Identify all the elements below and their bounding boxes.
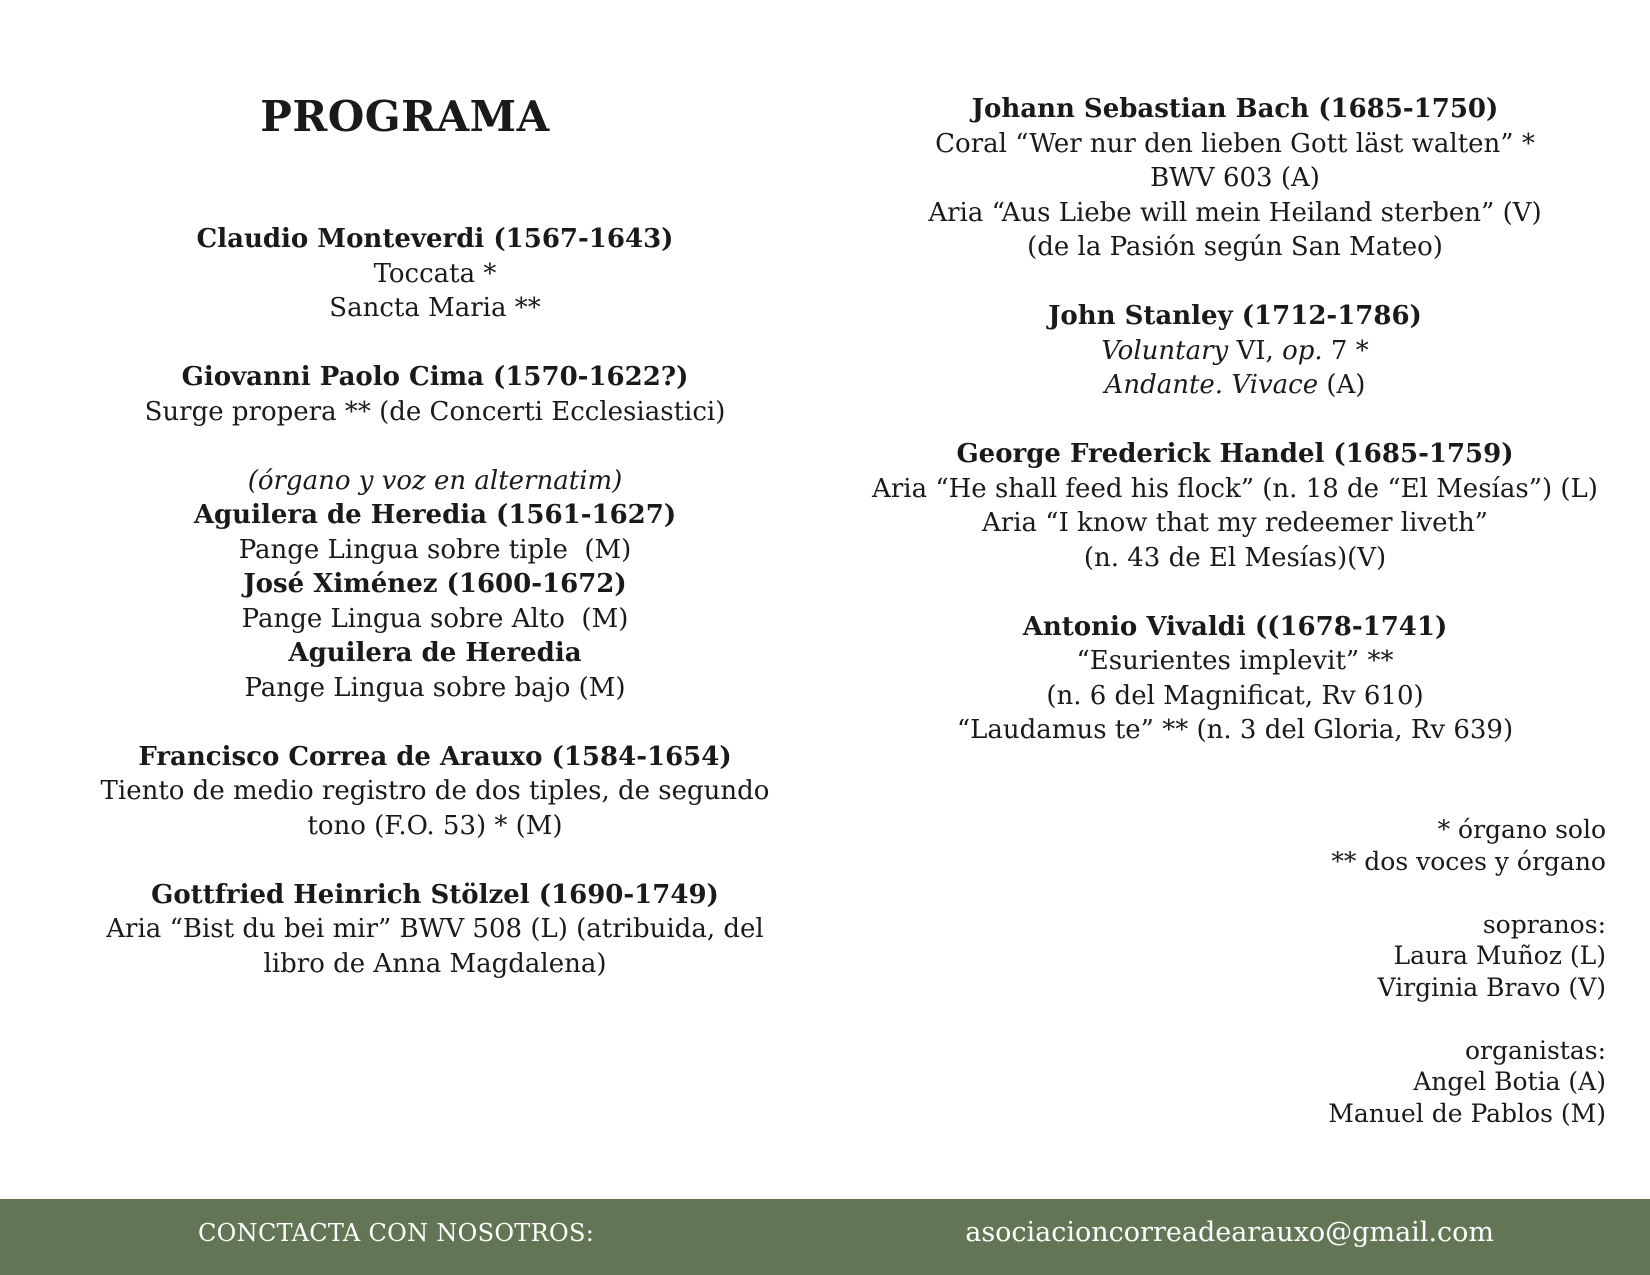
program-entry-cima <box>40 360 830 429</box>
work-title: Tiento de medio registro de dos tiples, de segundo <box>100 776 770 806</box>
composer-name: John Stanley (1712-1786) <box>1048 301 1422 331</box>
work-title: “Esurientes implevit” ** <box>1076 646 1394 676</box>
work-title: Aria “Bist du bei mir” BWV 508 (L) (atribuida, del <box>106 914 764 944</box>
work-title: Pange Lingua sobre Alto (M) <box>241 603 629 634</box>
performers-notes <box>1186 814 1606 1129</box>
legend-organ-solo: * órgano solo <box>1437 815 1606 844</box>
work-title: (n. 6 del Magnificat, Rv 610) <box>1046 680 1424 711</box>
composer-name: Gottfried Heinrich Stölzel (1690-1749) <box>151 879 719 910</box>
work-title: Sancta Maria ** <box>329 293 541 323</box>
program-left-column <box>40 222 830 1016</box>
composer-name: Antonio Vivaldi ((1678-1741) <box>1022 611 1448 642</box>
contact-label: CONCTACTA CON NOSOTROS: <box>198 1219 595 1247</box>
program-entry-monteverdi <box>40 222 830 326</box>
work-title-text: 7 * <box>1322 335 1369 366</box>
work-title: Pange Lingua sobre bajo (M) <box>244 672 626 703</box>
work-title-italic: Andante. Vivace <box>1104 370 1319 400</box>
composer-name: Aguilera de Heredia (1561-1627) <box>193 500 677 530</box>
program-entry-vivaldi <box>860 610 1610 748</box>
work-title: (de la Pasión según San Mateo) <box>1027 232 1443 262</box>
work-title: Aria “He shall feed his flock” (n. 18 de “El Mesías”) (L) <box>872 473 1598 504</box>
composer-name: Johann Sebastian Bach (1685-1750) <box>971 94 1499 124</box>
sopranos-label: sopranos: <box>1482 909 1606 939</box>
composer-name: Francisco Correa de Arauxo (1584-1654) <box>138 741 732 772</box>
work-title: BWV 603 (A) <box>1150 163 1320 193</box>
work-title: Toccata * <box>373 258 497 289</box>
composer-name: Claudio Monteverdi (1567-1643) <box>196 224 674 254</box>
performer-name: Virginia Bravo (V) <box>1377 972 1606 1002</box>
composer-name: George Frederick Handel (1685-1759) <box>956 439 1514 469</box>
performance-note: (órgano y voz en alternatim) <box>247 465 623 496</box>
work-title: Coral “Wer nur den lieben Gott läst walten” * <box>935 128 1535 159</box>
work-title <box>860 334 1610 369</box>
program-entry-correa <box>40 740 830 844</box>
performer-name: Angel Botia (A) <box>1413 1067 1606 1096</box>
performer-name: Laura Muñoz (L) <box>1393 941 1606 970</box>
work-title <box>860 368 1610 403</box>
work-title-italic: op. <box>1282 335 1323 366</box>
work-title: Pange Lingua sobre tiple (M) <box>238 534 632 565</box>
work-title-text: VI, <box>1228 335 1283 366</box>
organists-label: organistas: <box>1464 1035 1606 1065</box>
legend-two-voices: ** dos voces y órgano <box>1331 846 1606 876</box>
contact-footer <box>0 1199 1650 1275</box>
work-title: tono (F.O. 53) * (M) <box>307 810 563 841</box>
work-title: Surge propera ** (de Concerti Ecclesiastici) <box>144 396 726 427</box>
program-entry-bach <box>860 92 1610 265</box>
program-entry-handel <box>860 437 1610 575</box>
work-title-italic: Voluntary <box>1101 335 1229 366</box>
page-title: PROGRAMA <box>260 92 550 141</box>
program-entry-alternatim <box>40 464 830 706</box>
work-title: “Laudamus te” ** (n. 3 del Gloria, Rv 639) <box>956 715 1514 745</box>
work-title: Aria “I know that my redeemer liveth” <box>982 508 1488 538</box>
contact-email-link[interactable]: asociacioncorreadearauxo@gmail.com <box>965 1217 1494 1248</box>
performer-name: Manuel de Pablos (M) <box>1328 1098 1606 1128</box>
work-title: libro de Anna Magdalena) <box>263 948 607 979</box>
composer-name: José Ximénez (1600-1672) <box>243 569 627 599</box>
composer-name: Aguilera de Heredia <box>288 638 582 668</box>
composer-name: Giovanni Paolo Cima (1570-1622?) <box>181 362 689 392</box>
program-right-column <box>860 92 1610 782</box>
program-entry-stanley <box>860 299 1610 403</box>
work-title: (n. 43 de El Mesías)(V) <box>1083 542 1387 573</box>
work-title-text: (A) <box>1318 370 1366 400</box>
work-title: Aria “Aus Liebe will mein Heiland sterben” (V) <box>928 197 1542 228</box>
program-entry-stolzel <box>40 878 830 982</box>
